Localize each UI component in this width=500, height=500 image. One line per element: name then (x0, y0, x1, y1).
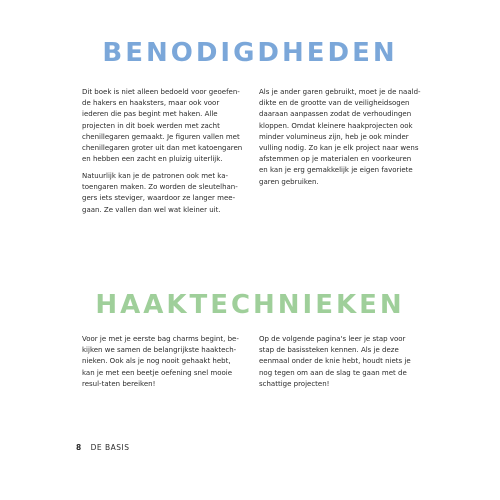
section-title-haaktechnieken: HAAKTECHNIEKEN (95, 290, 405, 320)
section-title-benodigdheden: BENODIGDHEDEN (102, 38, 398, 68)
page-number: 8 (76, 443, 82, 452)
haaktechnieken-left-column (82, 334, 244, 396)
haaktechnieken-right-column (259, 334, 421, 396)
paragraph: Natuurlijk kan je de patronen ook met ka-toengaren maken. Zo worden de sleutelhan-gers iets steviger, waardoor ze langer mee-gaan. Ze vallen dan wel wat kleiner uit. (82, 171, 238, 214)
section-label: DE BASIS (90, 443, 130, 452)
paragraph: Dit boek is niet alleen bedoeld voor geoefen-de hakers en haaksters, maar ook voor iederen die pas begint met haken. Alle projecten in dit boek werden met zacht chenillegaren gemaakt. Je figuren vallen met chenillegaren groter uit dan met katoengaren en hebben een zacht en pluizig uiterlijk. (82, 88, 243, 164)
paragraph: Op de volgende pagina's leer je stap voor stap de basissteken kennen. Als je deze eenmaal onder de knie hebt, houdt niets je nog tegen om aan de slag te gaan met de schattige projecten! (259, 335, 411, 388)
paragraph: Voor je met je eerste bag charms begint, be-kijken we samen de belangrijkste haaktech-nieken. Ook als je nog nooit gehaakt hebt, kan je met een beetje oefening snel mooie resul-taten bereiken! (82, 335, 239, 388)
benodigdheden-right-column (259, 87, 421, 193)
page-footer (76, 443, 130, 452)
benodigdheden-left-column (82, 87, 244, 221)
paragraph: Als je ander garen gebruikt, moet je de naald-dikte en de grootte van de veiligheidsogen daaraan aanpassen zodat de verhoudingen kloppen. Omdat kleinere haakprojecten ook minder volumineus zijn, heb je ook minder vulling nodig. Zo kan je elk project naar wens afstemmen op je materialen en voorkeuren en kan je erg gemakkelijk je eigen favoriete garen gebruiken. (259, 88, 421, 186)
